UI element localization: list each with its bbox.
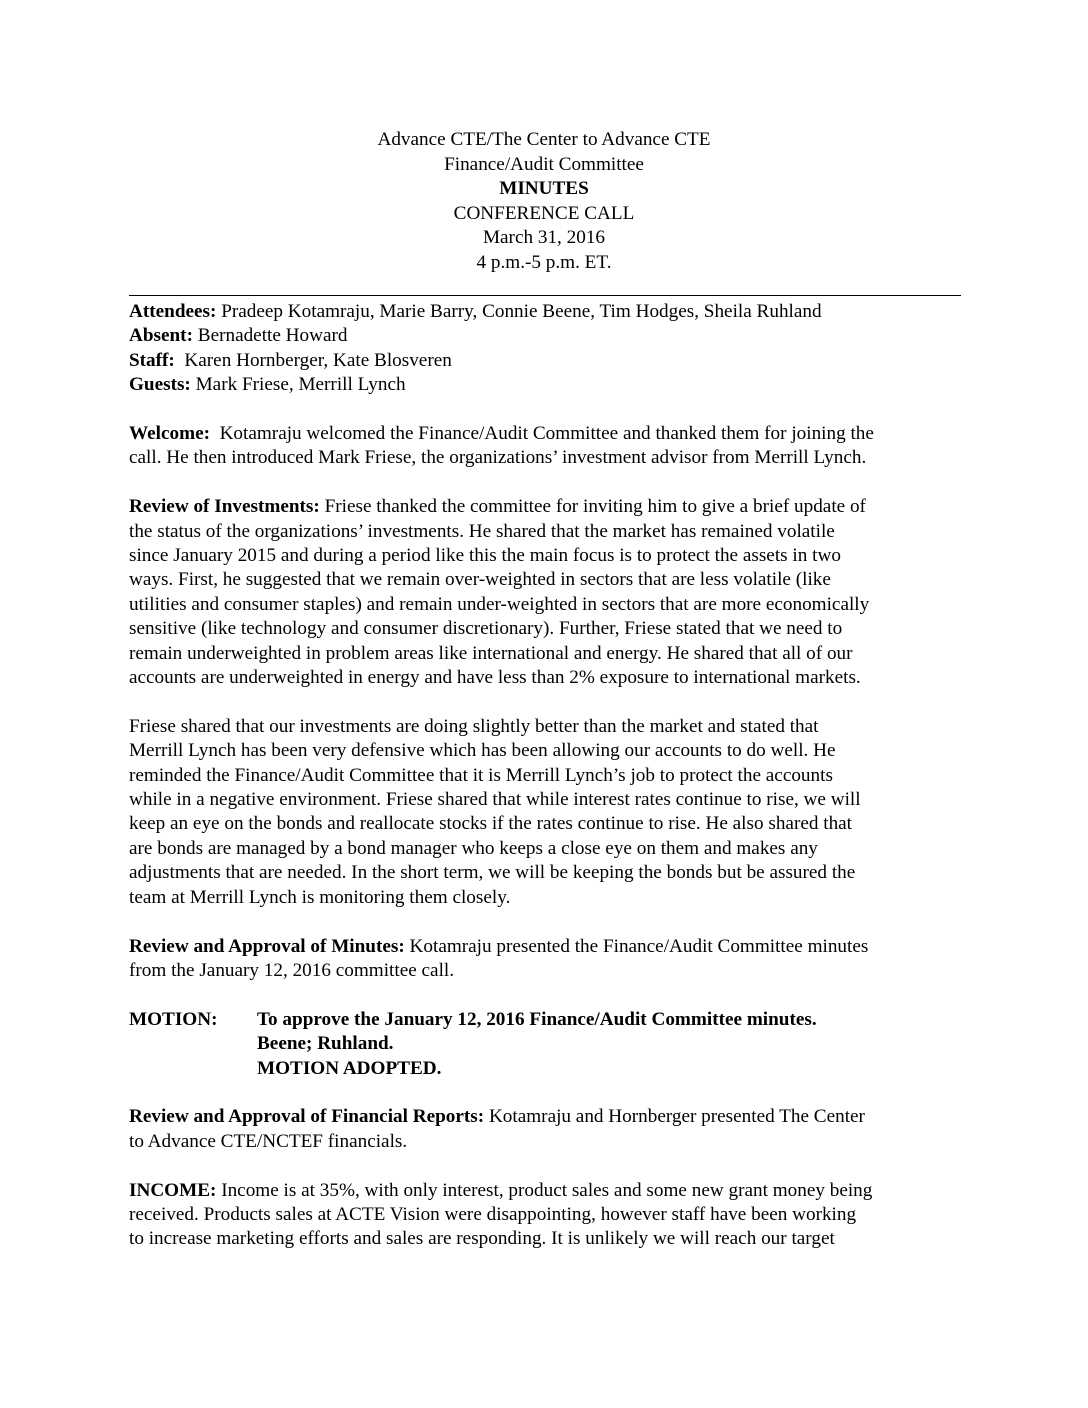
guests-line [129, 373, 969, 397]
investments-text: accounts are underweighted in energy and have less than 2% exposure to international markets. [129, 667, 861, 689]
committee-title: Finance/Audit Committee [444, 153, 644, 175]
investments-paragraph [129, 495, 969, 690]
meeting-time: 4 p.m.-5 p.m. ET. [476, 251, 612, 273]
friese-paragraph [129, 715, 969, 910]
income-paragraph [129, 1179, 969, 1252]
staff-line [129, 349, 969, 373]
welcome-text: Kotamraju welcomed the Finance/Audit Committee and thanked them for joining the [209, 423, 874, 445]
minutes-title: MINUTES [499, 178, 589, 199]
financial-paragraph [129, 1105, 969, 1154]
financial-line [129, 1105, 969, 1129]
minutes-text: Kotamraju presented the Finance/Audit Committee minutes [404, 935, 869, 957]
investments-text: the status of the organizations’ investments. He shared that the market has remained volatile [129, 520, 835, 542]
minutes-paragraph [129, 935, 969, 984]
investments-text: ways. First, he suggested that we remain over-weighted in sectors that are less volatile (like [129, 569, 831, 591]
absent-line [129, 324, 969, 348]
motion-row [129, 1032, 969, 1056]
friese-text: reminded the Finance/Audit Committee that it is Merrill Lynch’s job to protect the accounts [129, 764, 833, 786]
financial-text: Kotamraju and Hornberger presented The Center [484, 1106, 865, 1128]
income-text: to increase marketing efforts and sales are responding. It is unlikely we will reach our target [129, 1228, 835, 1250]
motion-block [129, 1008, 969, 1081]
friese-text: adjustments that are needed. In the short term, we will be keeping the bonds but be assured the [129, 862, 856, 884]
financial-text: to Advance CTE/NCTEF financials. [129, 1130, 408, 1152]
investments-text: Friese thanked the committee for inviting him to give a brief update of [319, 496, 866, 518]
financial-label: Review and Approval of Financial Reports: [129, 1106, 485, 1128]
meeting-type: CONFERENCE CALL [453, 202, 635, 224]
motion-row [129, 1057, 969, 1081]
friese-text: team at Merrill Lynch is monitoring them closely. [129, 886, 511, 908]
header-divider [129, 295, 961, 296]
welcome-text: call. He then introduced Mark Friese, the organizations’ investment advisor from Merrill Lynch. [129, 447, 867, 469]
staff-label: Staff: [129, 349, 175, 371]
welcome-line [129, 422, 969, 446]
attendees-label: Attendees: [129, 301, 217, 322]
investments-text: sensitive (like technology and consumer discretionary). Further, Friese stated that we need to [129, 618, 843, 640]
investments-line [129, 495, 969, 519]
motion-result: MOTION ADOPTED. [257, 1057, 442, 1079]
org-title: Advance CTE/The Center to Advance CTE [377, 129, 711, 150]
absent-label: Absent: [129, 325, 193, 347]
staff-list: Karen Hornberger, Kate Blosveren [174, 349, 452, 371]
guests-list: Mark Friese, Merrill Lynch [190, 374, 406, 396]
investments-text: remain underweighted in problem areas like international and energy. He shared that all of our [129, 642, 853, 664]
investments-text: utilities and consumer staples) and remain under-weighted in sectors that are more economically [129, 593, 870, 615]
absent-list: Bernadette Howard [192, 325, 348, 347]
motion-indent [129, 1057, 257, 1081]
friese-text: are bonds are managed by a bond manager who keeps a close eye on them and makes any [129, 837, 818, 859]
friese-text: Friese shared that our investments are doing slightly better than the market and stated that [129, 715, 819, 737]
motion-movers: Beene; Ruhland. [257, 1033, 394, 1055]
attendance-section [129, 300, 969, 398]
minutes-line [129, 935, 969, 959]
friese-text: keep an eye on the bonds and reallocate stocks if the rates continue to rise. He also shared that [129, 813, 853, 835]
guests-label: Guests: [129, 374, 191, 396]
income-text: Income is at 35%, with only interest, product sales and some new grant money being [216, 1179, 873, 1201]
friese-text: while in a negative environment. Friese shared that while interest rates continue to rise, we will [129, 789, 861, 811]
welcome-label: Welcome: [129, 423, 210, 445]
minutes-text: from the January 12, 2016 committee call. [129, 959, 455, 981]
investments-text: since January 2015 and during a period like this the main focus is to protect the assets in two [129, 545, 841, 567]
attendees-list: Pradeep Kotamraju, Marie Barry, Connie Beene, Tim Hodges, Sheila Ruhland [216, 301, 822, 322]
attendees-line [129, 300, 969, 324]
meeting-date: March 31, 2016 [482, 227, 606, 248]
income-label: INCOME: [129, 1179, 217, 1201]
income-text: received. Products sales at ACTE Vision were disappointing, however staff have been working [129, 1203, 857, 1225]
income-line [129, 1179, 969, 1203]
friese-text: Merrill Lynch has been very defensive which has been allowing our accounts to do well. He [129, 740, 836, 762]
welcome-paragraph [129, 422, 969, 471]
minutes-label: Review and Approval of Minutes: [129, 935, 405, 957]
motion-indent [129, 1032, 257, 1056]
motion-text: To approve the January 12, 2016 Finance/Audit Committee minutes. [257, 1008, 817, 1030]
document-header [0, 128, 1088, 275]
document-body [129, 300, 969, 1276]
motion-label: MOTION: [129, 1008, 218, 1030]
motion-row [129, 1008, 969, 1032]
investments-label: Review of Investments: [129, 496, 320, 518]
